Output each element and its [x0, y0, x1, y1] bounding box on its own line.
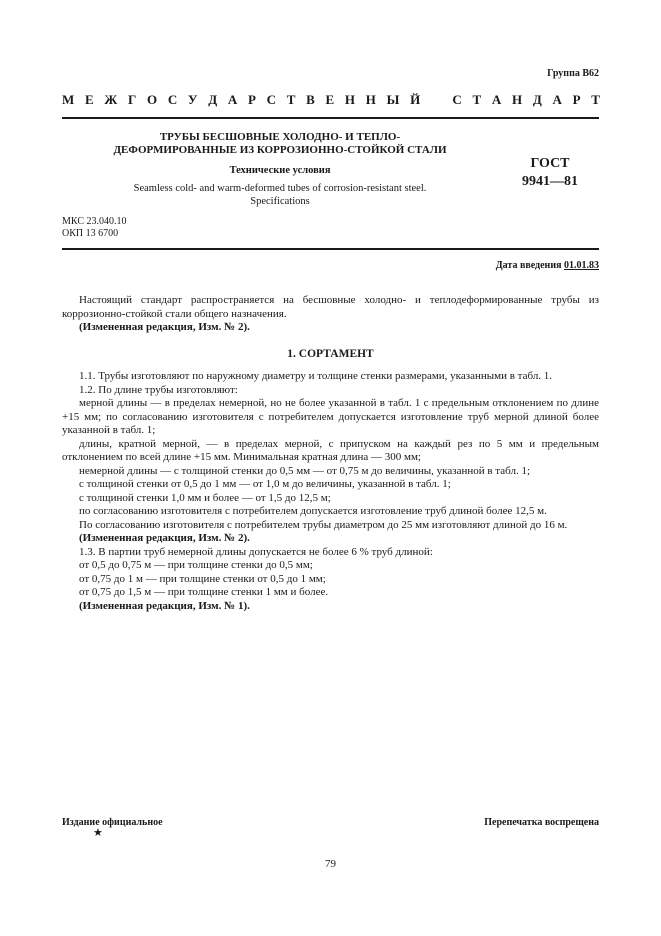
gost-code: 9941—81 [522, 174, 578, 189]
banner-letter: Ы [386, 92, 400, 107]
length-item: с толщиной стенки от 0,5 до 1 мм — от 1,0 м до величины, указанной в табл. 1; [79, 478, 451, 490]
mks-code: МКС 23.040.10 [62, 216, 127, 227]
group-code: Группа В62 [547, 68, 599, 79]
header-rule [62, 117, 599, 119]
banner-letter: С [452, 92, 462, 107]
banner-letter: М [62, 92, 75, 107]
date-label: Дата введения [495, 260, 562, 271]
amendment-note: (Измененная редакция, Изм. № 1). [79, 599, 250, 612]
star-icon: ★ [93, 827, 103, 839]
amendment-note: (Измененная редакция, Изм. № 2). [79, 532, 250, 544]
banner-letter: Р [572, 92, 581, 107]
standard-banner [62, 92, 600, 108]
banner-letter: Е [85, 92, 94, 107]
length-item: длины, кратной мерной, — в пределах мерной, с припуском на каждый рез по 5 мм и предельным отклонением по всей длине +15 мм. Минимальная кратная длина — 300 мм; [62, 437, 599, 463]
length-item: с толщиной стенки 1,0 мм и более — от 1,5 до 12,5 м; [79, 491, 331, 504]
page-number: 79 [325, 858, 336, 870]
classification-codes [62, 216, 126, 240]
banner-letter: Т [286, 92, 296, 107]
banner-letter: С [266, 92, 277, 107]
banner-letter: Т [591, 92, 600, 107]
banner-letter: Н [365, 92, 376, 107]
title-line-1: ТРУБЫ БЕСШОВНЫЕ ХОЛОДНО- И ТЕПЛО- [159, 131, 401, 143]
subtitle: Технические условия [229, 165, 331, 176]
intro-paragraph: Настоящий стандарт распространяется на бесшовные холодно- и теплодеформированные трубы из коррозионно-стойкой стали общего назначения. [62, 294, 599, 320]
length-item: мерной длины — в пределах немерной, но не более указанной в табл. 1 с предельным отклонением по длине +15 мм; по согласованию изготовителя с потребителем допускается изготовление труб мерной длиной более указанной в табл. 1; [62, 397, 599, 436]
banner-letter: Т [472, 92, 482, 107]
official-edition-note: Издание официальное [62, 817, 163, 828]
date-value: 01.01.83 [564, 260, 599, 271]
okp-code: ОКП 13 6700 [62, 228, 119, 239]
length-item: немерной длины — с толщиной стенки до 0,5 мм — от 0,75 м до величины, указанной в табл. 1; [79, 464, 530, 477]
banner-letter: Н [511, 92, 523, 107]
banner-letter: Д [208, 92, 218, 107]
length-item: по согласованию изготовителя с потребителем допускается изготовление труб длиной более 12,5 м. [79, 505, 547, 517]
banner-letter: Р [247, 92, 256, 107]
reprint-prohibited-note: Перепечатка воспрещена [484, 817, 599, 828]
banner-letter: С [167, 92, 178, 107]
document-body [62, 294, 599, 613]
amendment-note: (Измененная редакция, Изм. № 2). [79, 321, 250, 333]
effective-date [496, 260, 599, 271]
banner-letter: О [146, 92, 158, 107]
clause-1-2: 1.2. По длине трубы изготовляют: [79, 383, 238, 396]
clause-1-1: 1.1. Трубы изготовляют по наружному диаметру и толщине стенки размерами, указанными в табл. 1. [79, 370, 553, 382]
banner-letter: В [306, 92, 315, 107]
english-title-line-2: Specifications [250, 196, 310, 207]
tolerance-item: от 0,75 до 1,5 м — при толщине стенки 1 мм и более. [79, 586, 329, 598]
gost-label: ГОСТ [530, 156, 570, 171]
title-block [70, 131, 490, 208]
banner-letter: Н [344, 92, 356, 107]
codes-rule [62, 248, 599, 250]
banner-letter: А [552, 92, 562, 107]
section-heading: 1. СОРТАМЕНТ [287, 347, 374, 360]
banner-letter: Д [532, 92, 542, 107]
tolerance-item: от 0,75 до 1 м — при толщине стенки от 0,5 до 1 мм; [79, 572, 326, 585]
gost-number [505, 155, 595, 191]
banner-letter: Г [127, 92, 137, 107]
banner-letter: Й [410, 92, 421, 107]
tolerance-item: от 0,5 до 0,75 м — при толщине стенки до 0,5 мм; [79, 559, 313, 571]
english-title-line-1: Seamless cold- and warm-deformed tubes of corrosion-resistant steel. [133, 183, 427, 194]
banner-letter: Ж [104, 92, 118, 107]
banner-letter: У [187, 92, 198, 107]
banner-letter: Е [325, 92, 335, 107]
length-item: По согласованию изготовителя с потребителем трубы диаметром до 25 мм изготовляют длиной до 16 м. [79, 518, 568, 531]
clause-1-3: 1.3. В партии труб немерной длины допускается не более 6 % труб длиной: [79, 545, 433, 558]
title-line-2: ДЕФОРМИРОВАННЫЕ ИЗ КОРРОЗИОННО-СТОЙКОЙ СТАЛИ [113, 144, 447, 156]
banner-letter: А [227, 92, 238, 107]
banner-letter: А [491, 92, 502, 107]
